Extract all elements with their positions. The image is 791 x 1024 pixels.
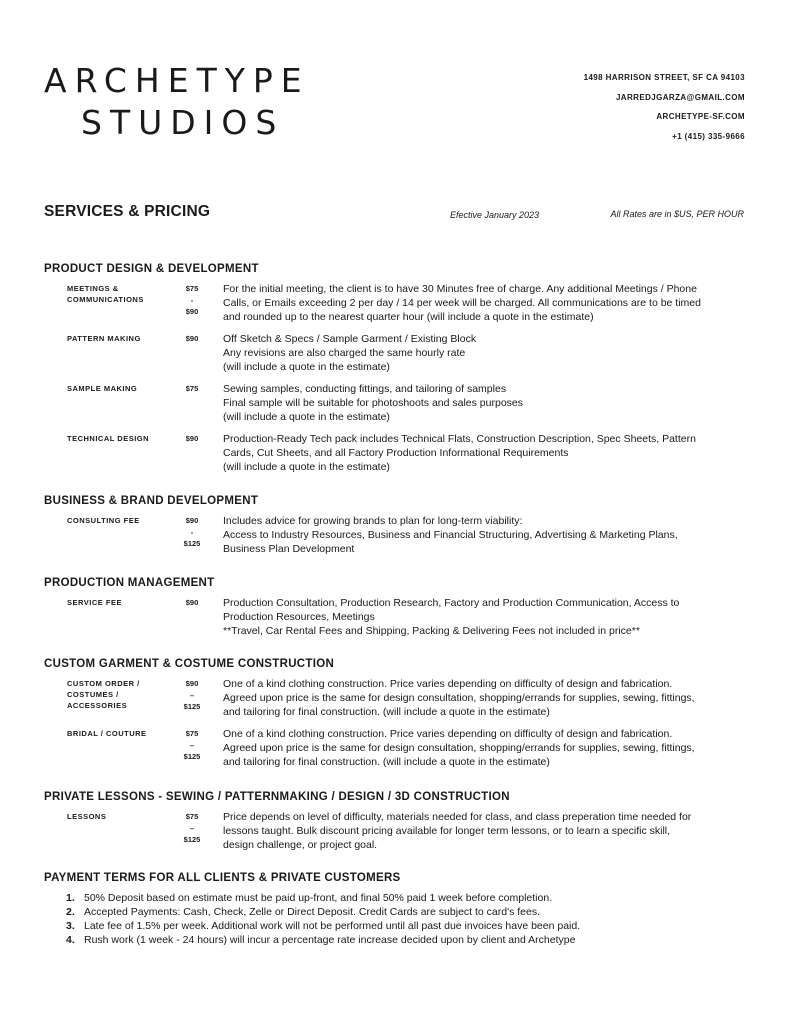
- payment-terms: [44, 870, 754, 947]
- service-name: MEETINGS & COMMUNICATIONS: [67, 284, 144, 304]
- price-line: $75: [185, 384, 199, 393]
- payment-term: [44, 933, 754, 947]
- description-line: One of a kind clothing construction. Price varies depending on difficulty of design and fabrication.: [223, 728, 673, 740]
- logo-line-2: STUDIOS: [81, 103, 285, 142]
- contact-website[interactable]: ARCHETYPE-SF.COM: [656, 112, 745, 121]
- description-line: and rounded up to the nearest quarter hour (will include a quote in the estimate): [223, 311, 594, 323]
- price-line: $125: [183, 539, 201, 548]
- description-line: Production Consultation, Production Research, Factory and Production Communication, Access to: [223, 597, 680, 609]
- price-line: –: [189, 690, 195, 700]
- description-line: lessons taught. Bulk discount pricing available for longer term lessons, or to learn a specific skill,: [223, 825, 671, 837]
- pricing-row: [44, 332, 754, 374]
- service-price: [174, 383, 210, 395]
- service-description: [223, 282, 754, 324]
- service-price: [174, 678, 210, 713]
- pricing-row: [44, 514, 754, 556]
- service-price: [174, 597, 210, 609]
- page-title: SERVICES & PRICING: [44, 203, 211, 220]
- pricing-row: [44, 432, 754, 474]
- service-price: [174, 811, 210, 846]
- term-text: 50% Deposit based on estimate must be paid up-front, and final 50% paid 1 week before completion.: [84, 892, 553, 904]
- service-name: SERVICE FEE: [67, 598, 122, 607]
- description-line: design challenge, or project goal.: [223, 839, 378, 851]
- section-private-lessons: [44, 789, 754, 860]
- description-line: One of a kind clothing construction. Price varies depending on difficulty of design and fabrication.: [223, 678, 673, 690]
- description-line: Calls, or Emails exceeding 2 per day / 14 per week will be charged. All communications are to be timed: [223, 297, 701, 309]
- description-line: (will include a quote in the estimate): [223, 411, 390, 423]
- term-text: Late fee of 1.5% per week. Additional work will not be performed until all past due invoices have been paid.: [84, 920, 581, 932]
- description-line: Final sample will be suitable for photoshoots and sales purposes: [223, 397, 524, 409]
- service-name: LESSONS: [67, 812, 107, 821]
- term-text: Accepted Payments: Cash, Check, Zelle or Direct Deposit. Credit Cards are subject to card's fees.: [84, 906, 541, 918]
- description-line: Production Resources, Meetings: [223, 611, 375, 623]
- price-line: $75: [185, 729, 199, 738]
- logo-line-1: ARCHETYPE: [44, 61, 310, 100]
- contact-address: 1498 HARRISON STREET, SF CA 94103: [583, 73, 745, 82]
- description-line: **Travel, Car Rental Fees and Shipping, Packing & Delivering Fees not included in price**: [223, 625, 640, 637]
- description-line: Access to Industry Resources, Business and Financial Structuring, Advertising & Marketing Plans,: [223, 529, 678, 541]
- pricing-row: [44, 282, 754, 324]
- price-line: $125: [183, 702, 201, 711]
- section-heading: PRIVATE LESSONS - SEWING / PATTERNMAKING / DESIGN / 3D CONSTRUCTION: [44, 791, 510, 803]
- service-description: [223, 514, 754, 556]
- description-line: Price depends on level of difficulty, materials needed for class, and class preperation time needed for: [223, 811, 692, 823]
- description-line: Any revisions are also charged the same hourly rate: [223, 347, 466, 359]
- service-price: [174, 728, 210, 763]
- service-name: PATTERN MAKING: [67, 334, 141, 343]
- service-name: CONSULTING FEE: [67, 516, 140, 525]
- service-price: [174, 333, 210, 345]
- studio-logo: [44, 60, 324, 144]
- description-line: Agreed upon price is the same for design consultation, shopping/errands for supplies, sewing, fittings,: [223, 692, 695, 704]
- description-line: Production-Ready Tech pack includes Technical Flats, Construction Description, Spec Sheets, Pattern: [223, 433, 696, 445]
- description-line: Sewing samples, conducting fittings, and tailoring of samples: [223, 383, 507, 395]
- price-line: $90: [185, 598, 199, 607]
- payment-term: [44, 891, 754, 905]
- pricing-rows: [44, 810, 754, 852]
- service-description: [223, 810, 754, 852]
- price-line: $90: [185, 434, 199, 443]
- price-line: -: [190, 527, 194, 537]
- description-line: and tailoring for final construction. (will include a quote in the estimate): [223, 756, 550, 768]
- section-heading: CUSTOM GARMENT & COSTUME CONSTRUCTION: [44, 658, 335, 670]
- pricing-rows: [44, 514, 754, 556]
- section-heading: BUSINESS & BRAND DEVELOPMENT: [44, 495, 259, 507]
- pricing-rows: [44, 282, 754, 474]
- price-line: –: [189, 823, 195, 833]
- price-line: $125: [183, 835, 201, 844]
- description-line: Includes advice for growing brands to plan for long-term viability:: [223, 515, 523, 527]
- price-line: $75: [185, 284, 199, 293]
- section-heading: PRODUCTION MANAGEMENT: [44, 577, 215, 589]
- description-line: Business Plan Development: [223, 543, 355, 555]
- effective-date: Efective January 2023: [450, 210, 540, 220]
- rates-note: All Rates are in $US, PER HOUR: [610, 209, 744, 219]
- term-text: Rush work (1 week - 24 hours) will incur a percentage rate increase decided upon by client and Archetype: [84, 934, 576, 946]
- pricing-row: [44, 810, 754, 852]
- pricing-rows: [44, 596, 754, 638]
- price-line: $125: [183, 752, 201, 761]
- service-description: [223, 596, 754, 638]
- service-description: [223, 432, 754, 474]
- service-name: SAMPLE MAKING: [67, 384, 138, 393]
- price-line: $90: [185, 679, 199, 688]
- price-line: -: [190, 295, 194, 305]
- price-line: $90: [185, 334, 199, 343]
- description-line: (will include a quote in the estimate): [223, 461, 390, 473]
- payment-term: [44, 905, 754, 919]
- service-description: [223, 677, 754, 719]
- section-heading: PRODUCT DESIGN & DEVELOPMENT: [44, 263, 259, 275]
- contact-phone: +1 (415) 335-9666: [672, 131, 745, 141]
- service-description: [223, 727, 754, 769]
- pricing-rows: [44, 677, 754, 769]
- pricing-row: [44, 382, 754, 424]
- term-number: 3.: [66, 920, 75, 932]
- description-line: Agreed upon price is the same for design consultation, shopping/errands for supplies, sewing, fittings,: [223, 742, 695, 754]
- section-custom-garment: [44, 656, 754, 777]
- price-line: $75: [185, 812, 199, 821]
- description-line: Off Sketch & Specs / Sample Garment / Existing Block: [223, 333, 477, 345]
- pricing-row: [44, 596, 754, 638]
- price-line: $90: [185, 516, 199, 525]
- section-business-brand: [44, 493, 754, 564]
- term-number: 1.: [66, 892, 75, 904]
- service-name: BRIDAL / COUTURE: [67, 729, 147, 738]
- service-name: CUSTOM ORDER / COSTUMES / ACCESSORIES: [67, 679, 140, 710]
- contact-block: [584, 68, 745, 146]
- service-description: [223, 332, 754, 374]
- section-product-design: [44, 261, 754, 482]
- pricing-row: [44, 677, 754, 719]
- term-number: 2.: [66, 906, 75, 918]
- payment-term: [44, 919, 754, 933]
- service-price: [174, 433, 210, 445]
- term-number: 4.: [66, 934, 75, 946]
- service-price: [174, 283, 210, 318]
- description-line: and tailoring for final construction. (will include a quote in the estimate): [223, 706, 550, 718]
- price-line: –: [189, 740, 195, 750]
- description-line: Cards, Cut Sheets, and all Factory Production Informational Requirements: [223, 447, 569, 459]
- contact-email[interactable]: JARREDJGARZA@GMAIL.COM: [615, 92, 745, 102]
- description-line: For the initial meeting, the client is to have 30 Minutes free of charge. Any additional Meetings / Phone: [223, 283, 697, 295]
- section-heading: PAYMENT TERMS FOR ALL CLIENTS & PRIVATE CUSTOMERS: [44, 872, 401, 884]
- service-name: TECHNICAL DESIGN: [67, 434, 150, 443]
- section-production-management: [44, 575, 754, 646]
- pricing-row: [44, 727, 754, 769]
- description-line: (will include a quote in the estimate): [223, 361, 390, 373]
- service-description: [223, 382, 754, 424]
- service-price: [174, 515, 210, 550]
- price-line: $90: [185, 307, 199, 316]
